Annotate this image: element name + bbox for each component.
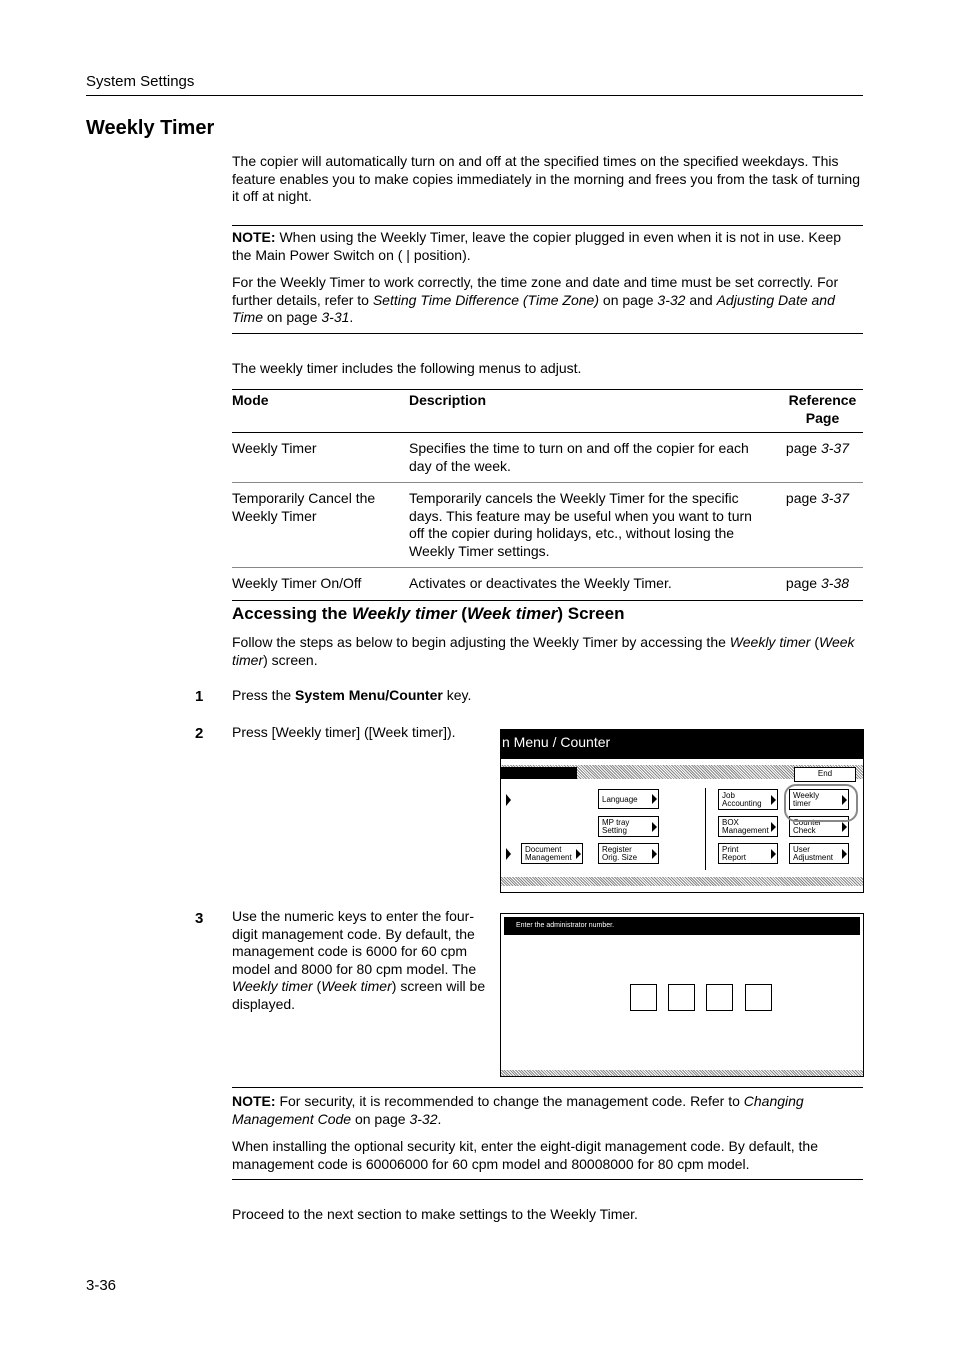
box-management-button[interactable]	[718, 816, 778, 837]
end-button[interactable]: End	[794, 767, 856, 782]
note-text: .	[349, 309, 354, 325]
screen-title-bar: n Menu / Counter	[501, 730, 863, 759]
step-text: Use the numeric keys to enter the four-digit management code. By default, the management code is 6000 for 60 cpm model and 8000 for 80 cpm model. The	[232, 908, 477, 977]
subheading-text: Accessing the	[232, 604, 352, 623]
button-label: Management	[525, 853, 572, 862]
button-label: BOX	[722, 818, 739, 827]
button-label: Orig. Size	[602, 853, 638, 862]
page-prefix: page	[785, 490, 821, 506]
cell-page	[776, 568, 863, 601]
arrow-right-icon	[506, 848, 511, 860]
step-text: key.	[442, 687, 472, 703]
step-1-text	[232, 687, 864, 705]
subheading-italic: Week timer	[466, 604, 558, 623]
col-header-mode: Mode	[232, 390, 409, 433]
ref-page: 3-32	[657, 291, 686, 308]
bottom-strip	[501, 877, 863, 886]
note-text: For the Weekly Timer to work correctly, the time zone and date and time must be set correctly. For further details, refer to	[232, 274, 839, 308]
page-title: Weekly Timer	[86, 117, 215, 139]
proceed-paragraph: Proceed to the next section to make settings to the Weekly Timer.	[232, 1206, 638, 1222]
mp-tray-setting-button[interactable]	[598, 816, 659, 837]
step-3-text	[232, 908, 490, 1013]
system-menu-screen	[500, 729, 864, 893]
button-label: Print	[722, 845, 739, 854]
note-text: .	[437, 1110, 442, 1127]
step-number: 1	[195, 688, 204, 705]
job-accounting-button[interactable]	[718, 789, 778, 810]
step-italic: Weekly timer	[232, 978, 313, 994]
step-text: Press the	[232, 687, 296, 703]
subheading-italic: Weekly timer	[352, 604, 457, 623]
cell-mode: Weekly Timer	[232, 433, 409, 483]
cell-description: Activates or deactivates the Weekly Timer.	[409, 568, 776, 601]
button-label: Job	[722, 791, 735, 800]
table-row	[232, 483, 863, 568]
table-header-row	[232, 390, 863, 433]
note-text: and	[685, 291, 717, 308]
digit-box[interactable]	[668, 984, 695, 1011]
ref-page: 3-31	[321, 309, 350, 325]
button-label: Counter	[793, 818, 822, 827]
note-text: on page	[263, 309, 322, 325]
button-label: Adjustment	[793, 853, 834, 862]
page-ref: 3-37	[820, 490, 849, 506]
step-text: ) screen will be displayed.	[232, 978, 486, 1012]
follow-paragraph	[232, 634, 864, 669]
tab-selected	[501, 767, 577, 779]
note-top-rule	[232, 225, 863, 226]
button-label: Register	[602, 845, 632, 854]
follow-italic: Weekly timer	[729, 634, 811, 650]
digit-box[interactable]	[630, 984, 657, 1011]
cell-page	[776, 483, 863, 568]
cell-description: Specifies the time to turn on and off the copier for each day of the week.	[409, 433, 776, 483]
follow-text: Follow the steps as below to begin adjusting the Weekly Timer by accessing the	[232, 634, 730, 650]
page-ref: 3-37	[820, 440, 849, 456]
note-security	[232, 1093, 864, 1128]
document-management-button[interactable]	[521, 843, 583, 864]
ref-page: 3-32	[409, 1110, 438, 1127]
follow-italic: Week timer	[232, 634, 855, 668]
note-security-kit: When installing the optional security kit, enter the eight-digit management code. By default, the management code is 60006000 for 60 cpm model and 80008000 for 80 cpm model.	[232, 1138, 819, 1172]
header-rule	[86, 95, 863, 96]
note-label: NOTE:	[232, 1093, 276, 1109]
step-2-text: Press [Weekly timer] ([Week timer]).	[232, 724, 456, 740]
table-row	[232, 568, 863, 601]
note2-bottom-rule	[232, 1179, 863, 1180]
note-text: When using the Weekly Timer, leave the copier plugged in even when it is not in use. Keep the Main Power Switch on ( | position).	[232, 229, 842, 263]
button-label: Document	[525, 845, 562, 854]
ref-link-management-code: Changing Management Code	[232, 1093, 804, 1127]
note-timezone	[232, 274, 864, 327]
cell-page	[776, 433, 863, 483]
cell-description: Temporarily cancels the Weekly Timer for the specific days. This feature may be useful when you want to turn off the copier during holidays, etc., without losing the Weekly Timer settings.	[409, 483, 776, 568]
digit-box[interactable]	[745, 984, 772, 1011]
follow-text: (	[810, 634, 819, 650]
intro-paragraph: The copier will automatically turn on and off at the specified times on the specified weekdays. This feature enables you to make copies immediately in the morning and frees you from the task of turning it off at night.	[232, 153, 861, 204]
divider	[705, 788, 706, 870]
highlight-circle	[784, 784, 858, 822]
step-number: 2	[195, 725, 204, 742]
step-number: 3	[195, 910, 204, 927]
note-text: For security, it is recommended to change the management code. Refer to	[275, 1093, 744, 1109]
page-prefix: page	[785, 575, 821, 591]
button-label: Accounting	[722, 799, 762, 808]
key-name: System Menu/Counter	[295, 687, 443, 703]
button-label: Setting	[602, 826, 627, 835]
table-row	[232, 433, 863, 483]
section-subheading	[232, 604, 624, 624]
ref-header-line1: Reference	[788, 392, 857, 408]
button-label: Weekly	[793, 791, 820, 800]
button-label: timer	[793, 799, 811, 808]
button-label: Management	[722, 826, 769, 835]
bottom-strip	[501, 1070, 863, 1076]
cell-mode: Weekly Timer On/Off	[232, 568, 409, 601]
col-header-description: Description	[409, 390, 776, 433]
step-text: (	[312, 978, 322, 994]
note-label: NOTE:	[232, 229, 276, 245]
register-orig-size-button[interactable]	[598, 843, 659, 864]
menus-table	[232, 389, 863, 601]
subheading-text: ) Screen	[557, 604, 625, 623]
page-ref: 3-38	[820, 575, 849, 591]
page-number: 3-36	[86, 1277, 117, 1294]
note-power	[232, 229, 864, 264]
page-prefix: page	[785, 440, 821, 456]
note-text: on page	[351, 1110, 410, 1127]
ref-link-date-time: Adjusting Date and Time	[232, 291, 835, 325]
button-label: MP tray	[602, 818, 630, 827]
button-label: Report	[722, 853, 747, 862]
note-text: on page	[599, 291, 658, 308]
note2-top-rule	[232, 1087, 863, 1088]
running-header: System Settings	[86, 73, 195, 90]
arrow-right-icon	[506, 794, 511, 806]
button-label: User	[793, 845, 810, 854]
menus-intro: The weekly timer includes the following menus to adjust.	[232, 360, 582, 376]
user-adjustment-button[interactable]	[789, 843, 849, 864]
follow-text: ) screen.	[263, 651, 318, 668]
note-bottom-rule	[232, 333, 863, 334]
print-report-button[interactable]	[718, 843, 778, 864]
cell-mode: Temporarily Cancel the Weekly Timer	[232, 483, 409, 568]
col-header-reference	[776, 390, 863, 433]
step-italic: Week timer	[321, 978, 392, 994]
language-button[interactable]: Language	[598, 789, 659, 809]
subheading-text: (	[456, 604, 467, 623]
ref-header-line2: Page	[805, 409, 840, 426]
digit-box[interactable]	[706, 984, 733, 1011]
prompt-bar: Enter the administrator number.	[504, 917, 860, 935]
button-label: Check	[793, 826, 816, 835]
admin-number-screen	[500, 913, 864, 1077]
ref-link-time-zone: Setting Time Difference (Time Zone)	[372, 291, 600, 308]
